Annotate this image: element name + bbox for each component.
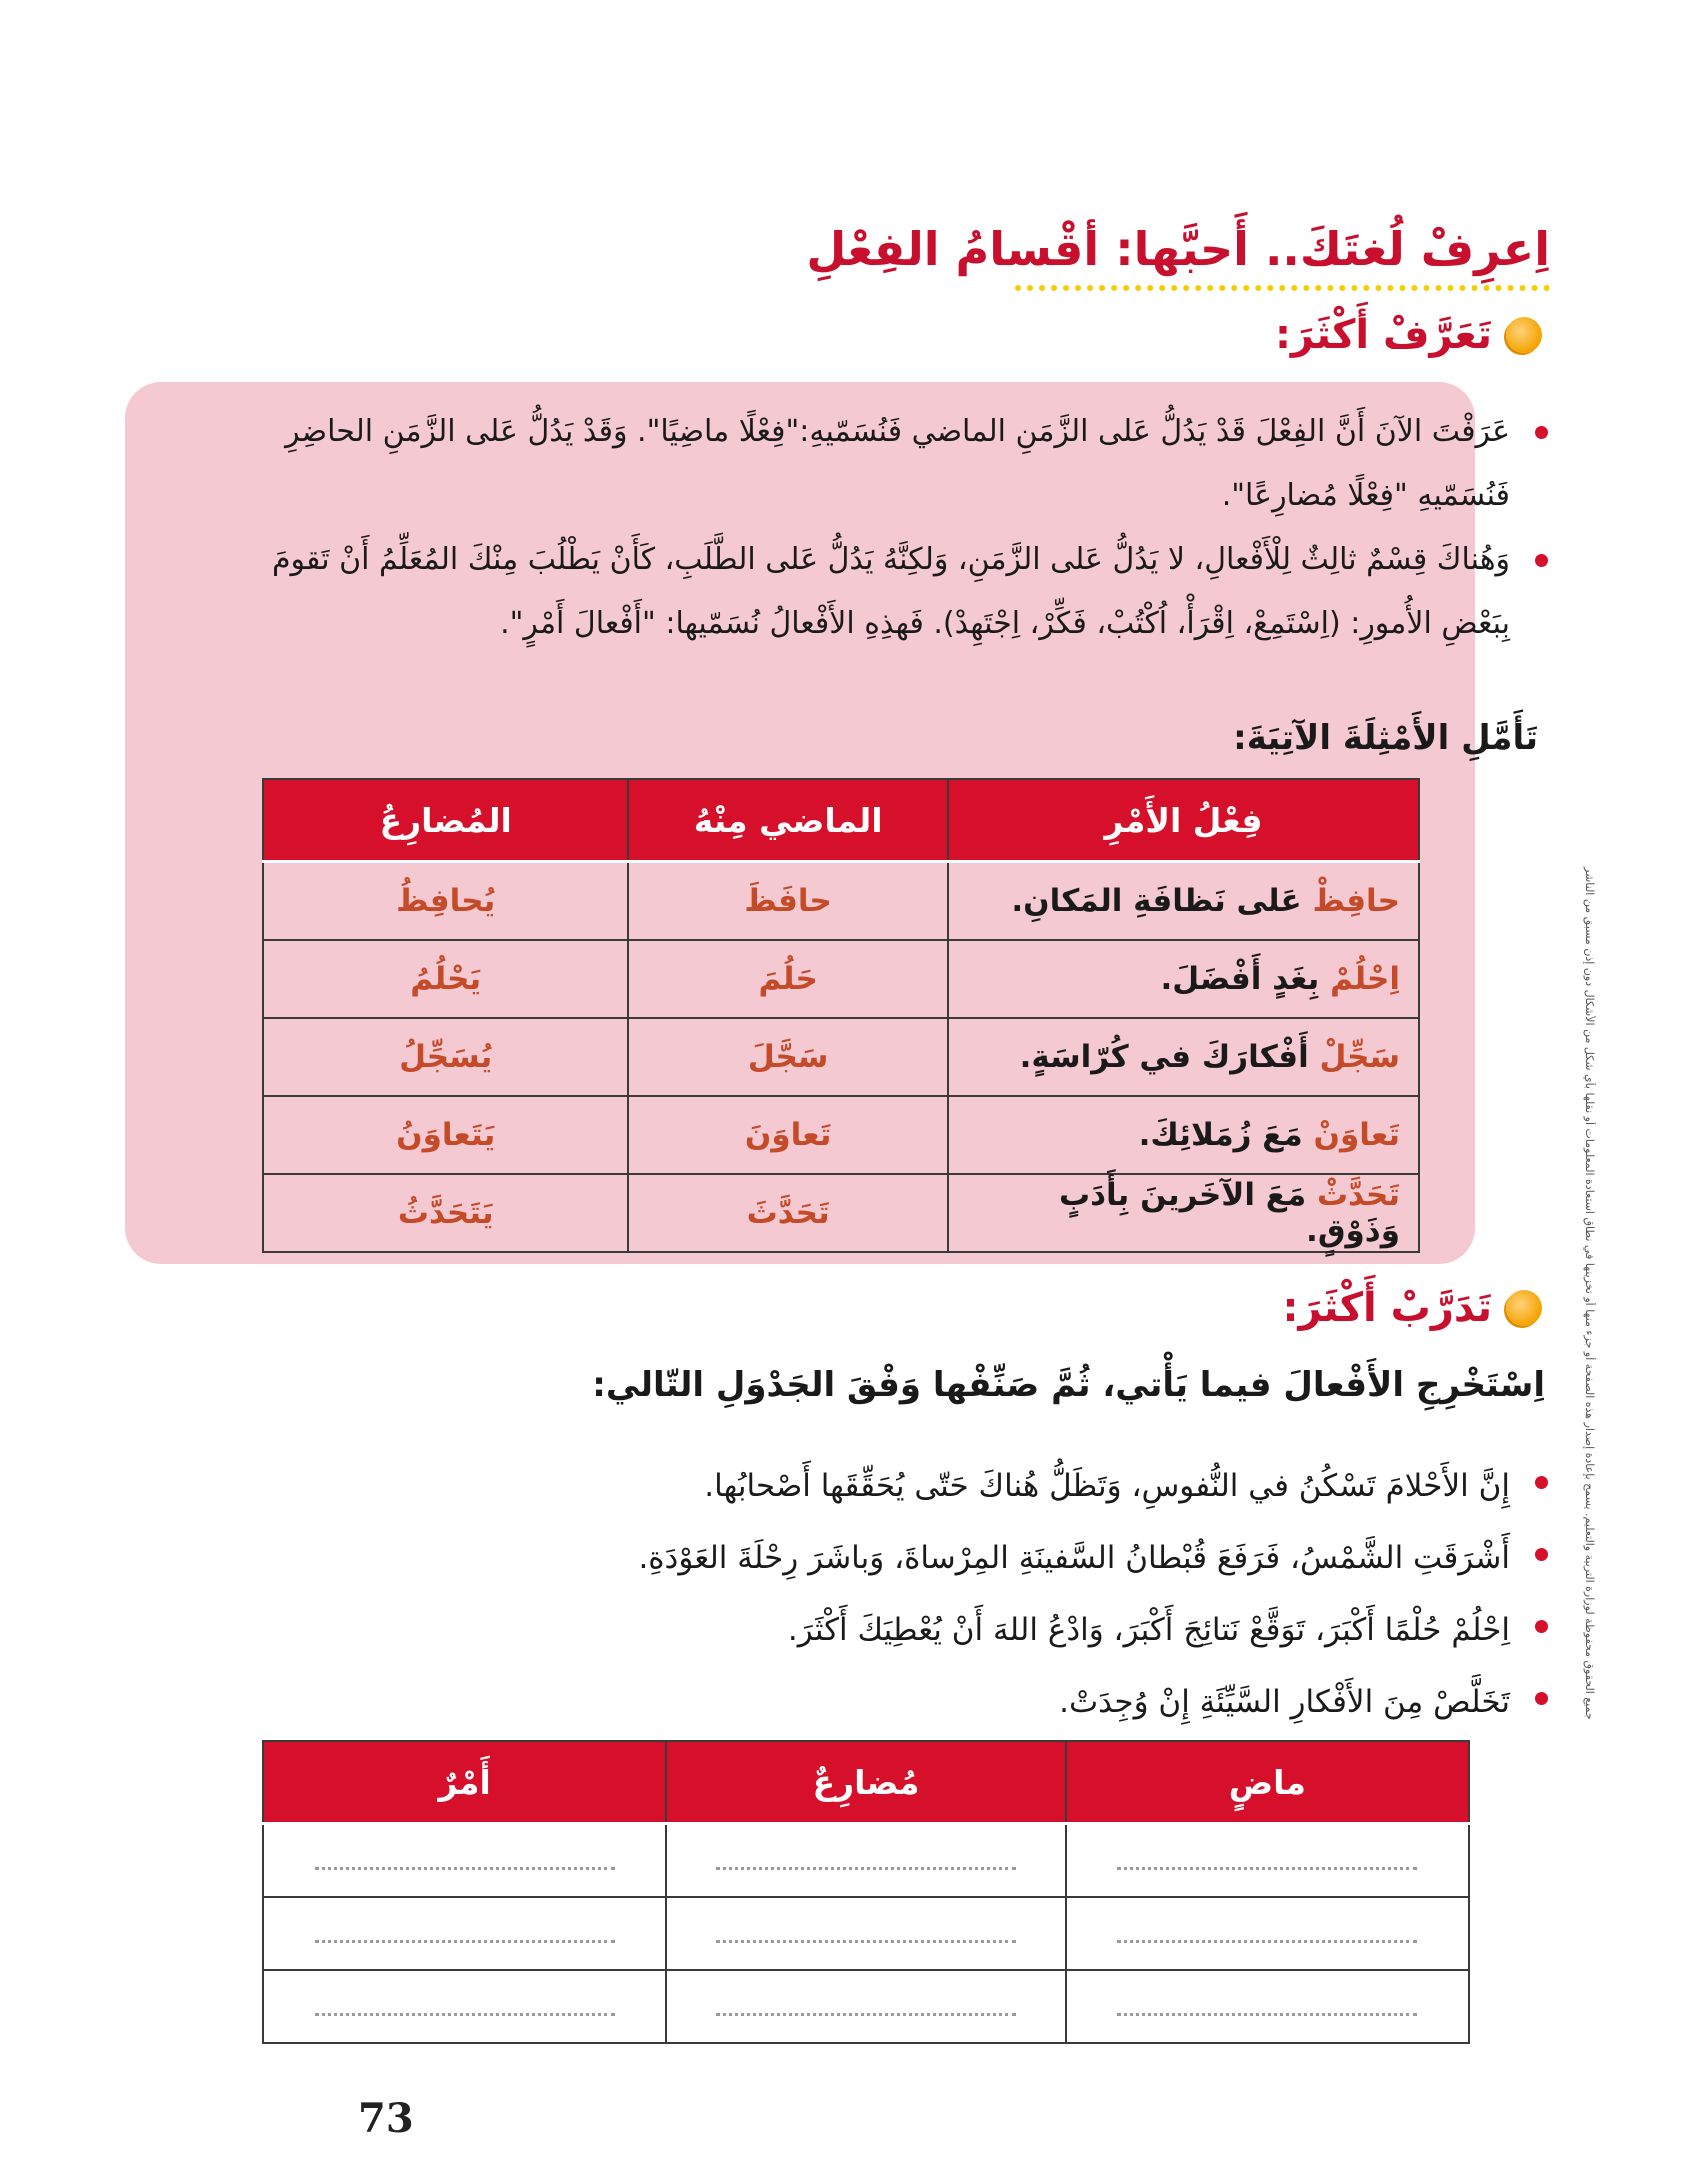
answer-cell[interactable] — [1066, 1897, 1469, 1970]
column-header-past: الماضي مِنْهُ — [628, 779, 947, 862]
imperative-sentence-cell — [948, 1018, 1419, 1096]
past-verb-cell: سَجَّلَ — [628, 1018, 947, 1096]
imperative-sentence-cell — [948, 1174, 1419, 1252]
present-verb-cell: يَتَعاوَنُ — [263, 1096, 628, 1174]
practice-sentence: إِنَّ الأَحْلامَ تَسْكُنُ في النُّفوسِ، وَتَظَلُّ هُناكَ حَتّى يُحَقِّقَها أَصْحابُها. — [308, 1450, 1548, 1522]
imperative-sentence-cell — [948, 940, 1419, 1018]
imperative-verb: سَجِّلْ — [1319, 1039, 1400, 1075]
section-learn-label: تَعَرَّفْ أَكْثَرَ: — [1274, 312, 1492, 358]
dotted-answer-line — [1117, 1940, 1417, 1943]
table-row — [263, 862, 1419, 941]
practice-sentence: تَخَلَّصْ مِنَ الأَفْكارِ السَّيِّئَةِ إِنْ وُجِدَتْ. — [308, 1666, 1548, 1738]
table-row — [263, 1096, 1419, 1174]
imperative-verb: تَحَدَّثْ — [1316, 1177, 1400, 1213]
examples-table-header-row — [263, 779, 1419, 862]
sentence-rest: بِغَدٍ أَفْضَلَ. — [1160, 961, 1331, 997]
dotted-answer-line — [716, 1940, 1016, 1943]
table-row — [263, 1970, 1469, 2043]
column-header-present: المُضارِعُ — [263, 779, 628, 862]
answer-cell[interactable] — [1066, 1970, 1469, 2043]
intro-bullet-list — [218, 400, 1548, 656]
answer-table — [262, 1740, 1470, 2044]
column-header-present: مُضارِعٌ — [666, 1741, 1065, 1824]
column-header-imperative: فِعْلُ الأَمْرِ — [948, 779, 1419, 862]
page-number: 73 — [358, 2095, 414, 2142]
examples-table — [262, 778, 1420, 1253]
table-row — [263, 1897, 1469, 1970]
imperative-sentence-cell — [948, 1096, 1419, 1174]
dotted-answer-line — [315, 1867, 615, 1870]
past-verb-cell: تَعاوَنَ — [628, 1096, 947, 1174]
intro-bullet: عَرَفْتَ الآنَ أَنَّ الفِعْلَ قَدْ يَدُلُّ عَلى الزَّمَنِ الماضي فَنُسَمّيهِ:"فِعْلًا ماضِيًا". وَقَدْ يَدُلُّ عَلى الزَّمَنِ الحاضِرِ فَنُسَمّيهِ "فِعْلًا مُضارِعًا". — [218, 400, 1548, 528]
extract-instruction: اِسْتَخْرِجِ الأَفْعالَ فيما يَأْتي، ثُمَّ صَنِّفْها وَفْقَ الجَدْوَلِ التّالي: — [592, 1365, 1545, 1405]
table-row — [263, 1824, 1469, 1898]
dotted-answer-line — [1117, 1867, 1417, 1870]
answer-cell[interactable] — [263, 1970, 666, 2043]
answer-cell[interactable] — [666, 1824, 1065, 1898]
present-verb-cell: يُحافِظُ — [263, 862, 628, 941]
sentence-rest: عَلى نَظافَةِ المَكانِ. — [1011, 883, 1313, 919]
answer-table-header-row — [263, 1741, 1469, 1824]
copyright-note: جميع الحقوق محفوظة لوزارة التربية والتعليم. يسمح بإعادة إصدار هذه الصفحة أو جزء منها أو تخزينها في نطاق استعادة المعلومات أو نقلها بأي شكل من الأشكال دون إذن مسبق من الناشر — [1583, 867, 1596, 1720]
past-verb-cell: حافَظَ — [628, 862, 947, 941]
circle-bullet-icon — [1506, 317, 1542, 353]
answer-cell[interactable] — [1066, 1824, 1469, 1898]
answer-cell[interactable] — [263, 1897, 666, 1970]
sentence-rest: أَفْكارَكَ في كُرّاسَةٍ. — [1019, 1039, 1320, 1075]
past-verb-cell: حَلُمَ — [628, 940, 947, 1018]
practice-sentence: اِحْلُمْ حُلْمًا أَكْبَرَ، تَوَقَّعْ نَتائِجَ أَكْبَرَ، وَادْعُ اللهَ أَنْ يُعْطِيَكَ أَكْثَرَ. — [308, 1594, 1548, 1666]
section-train-heading — [1283, 1285, 1542, 1331]
sentence-rest: مَعَ الآخَرينَ بِأَدَبٍ وَذَوْقٍ. — [1058, 1177, 1400, 1249]
sentence-rest: مَعَ زُمَلائِكَ. — [1138, 1117, 1314, 1153]
imperative-verb: حافِظْ — [1312, 883, 1400, 919]
table-row — [263, 1018, 1419, 1096]
section-train-label: تَدَرَّبْ أَكْثَرَ: — [1282, 1285, 1492, 1331]
present-verb-cell: يَحْلُمُ — [263, 940, 628, 1018]
title-dotted-underline — [1015, 285, 1550, 291]
intro-bullet: وَهُناكَ قِسْمٌ ثالِثٌ لِلْأَفْعالِ، لا يَدُلُّ عَلى الزَّمَنِ، وَلكِنَّهُ يَدُلُّ عَلى الطَّلَبِ، كَأَنْ يَطْلُبَ مِنْكَ المُعَلِّمُ أَنْ تَقومَ بِبَعْضِ الأُمورِ: (اِسْتَمِعْ، اِقْرَأْ، اُكْتُبْ، فَكِّرْ، اِجْتَهِدْ). فَهذِهِ الأَفْعالُ نُسَمّيها: "أَفْعالَ أَمْرٍ". — [218, 528, 1548, 656]
dotted-answer-line — [315, 2013, 615, 2016]
column-header-imperative: أَمْرٌ — [263, 1741, 666, 1824]
present-verb-cell: يُسَجِّلُ — [263, 1018, 628, 1096]
table-row — [263, 1174, 1419, 1252]
dotted-answer-line — [1117, 2013, 1417, 2016]
lesson-title: اِعرِفْ لُغتَكَ.. أَحبَّها: أقْسامُ الفِعْلِ — [806, 222, 1550, 276]
present-verb-cell: يَتَحَدَّثُ — [263, 1174, 628, 1252]
dotted-answer-line — [716, 2013, 1016, 2016]
imperative-sentence-cell — [948, 862, 1419, 941]
answer-cell[interactable] — [666, 1897, 1065, 1970]
past-verb-cell: تَحَدَّثَ — [628, 1174, 947, 1252]
practice-sentence: أَشْرَقَتِ الشَّمْسُ، فَرَفَعَ قُبْطانُ السَّفينَةِ المِرْساةَ، وَباشَرَ رِحْلَةَ العَوْدَةِ. — [308, 1522, 1548, 1594]
examples-instruction: تَأَمَّلِ الأَمْثِلَةَ الآتِيَةَ: — [1233, 718, 1538, 758]
imperative-verb: تَعاوَنْ — [1313, 1117, 1400, 1153]
section-learn-heading — [1275, 312, 1542, 358]
dotted-answer-line — [716, 1867, 1016, 1870]
column-header-past: ماضٍ — [1066, 1741, 1469, 1824]
dotted-answer-line — [315, 1940, 615, 1943]
answer-cell[interactable] — [263, 1824, 666, 1898]
answer-cell[interactable] — [666, 1970, 1065, 2043]
practice-bullet-list — [308, 1450, 1548, 1738]
table-row — [263, 940, 1419, 1018]
circle-bullet-icon — [1506, 1290, 1542, 1326]
imperative-verb: اِحْلُمْ — [1330, 961, 1400, 997]
